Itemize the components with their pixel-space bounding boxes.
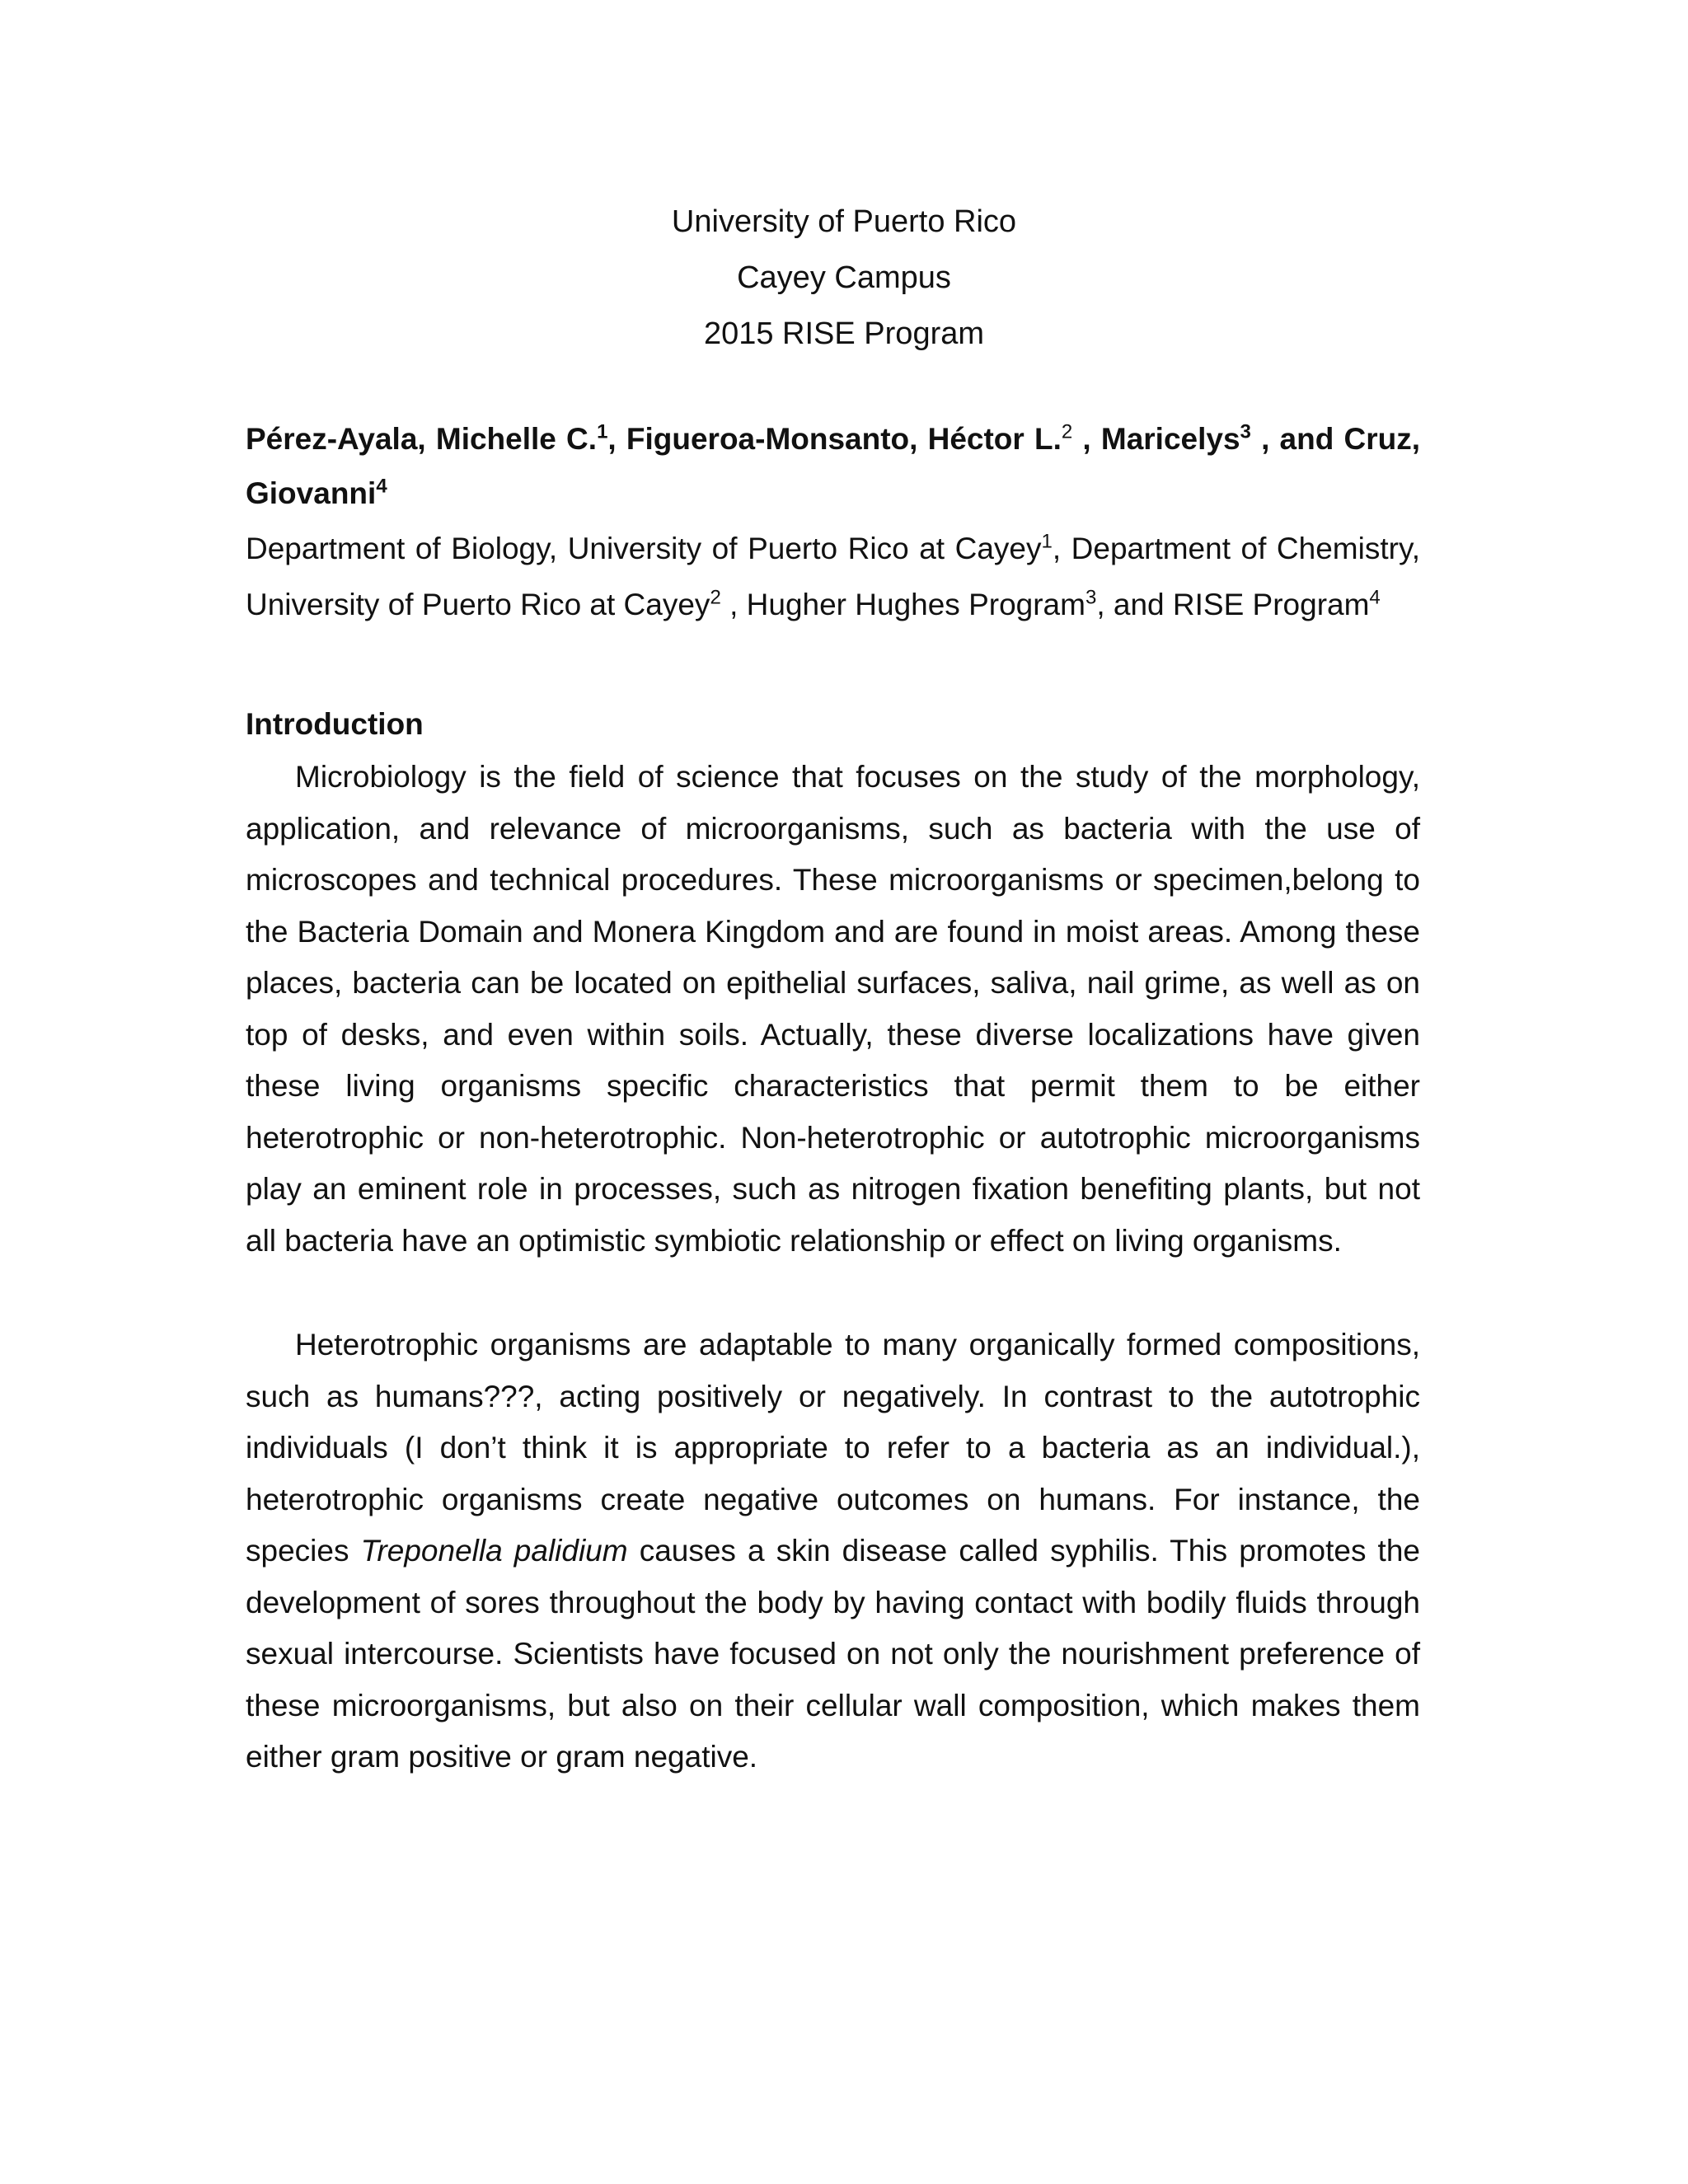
paragraph-text: Heterotrophic organisms are adaptable to many organically formed compositions, such as humans???, acting positively or negatively. In contrast to the autotrophic individuals (I don’t think it is appropriate to refer to a bacteria as an individual.), heterotrophic organisms create negative outcomes on humans. For instance, the species — [246, 1328, 1420, 1568]
university-name: University of Puerto Rico — [671, 204, 1017, 239]
affiliation-list: Department of Biology, University of Puerto Rico at Cayey$^1$, Department of Chemistry, University of Puerto Rico at Cayey$^2$ , Hugher Hughes Program$^3$, and RISE Program$^4$ — [246, 530, 1420, 621]
author-name: Pérez-Ayala, Michelle C. — [246, 422, 598, 456]
affiliation: RISE Program — [1172, 588, 1370, 621]
paragraph-text: causes a skin disease called syphilis. This promotes the development of sores throughout the body by having contact with bodily fluids through sexual intercourse. Scientists have focused on not only the nourishment preference of these microorganisms, but also on their cellular wall composition, which makes them either gram positive or gram negative. — [246, 1534, 1420, 1774]
intro-paragraph-2 — [246, 1319, 1420, 1783]
campus-name: Cayey Campus — [737, 260, 951, 295]
species-name: Treponella palidium — [360, 1534, 628, 1568]
conjunction: and — [1113, 588, 1165, 621]
affiliation: Hugher Hughes Program — [746, 588, 1085, 621]
author-name: Maricelys — [1100, 422, 1240, 456]
document-header — [0, 194, 1688, 362]
author-list: Pérez-Ayala, Michelle C.$^1$, Figueroa-Monsanto, Héctor L.$^2$ , Maricelys$^3$ , and Cruz, Giovanni$^4$ — [246, 420, 1421, 510]
affiliation-superscript: 4 — [1369, 586, 1381, 609]
author-superscript: 1 — [597, 420, 608, 443]
section-heading: Introduction — [246, 707, 424, 741]
affiliation-superscript: 2 — [710, 586, 721, 609]
intro-paragraph-1: Microbiology is the field of science that focuses on the study of the morphology, application, and relevance of microorganisms, such as bacteria with the use of microscopes and technical procedures. These microorganisms or specimen,belong to the Bacteria Domain and Monera Kingdom and are found in moist areas. Among these places, bacteria can be located on epithelial surfaces, saliva, nail grime, as well as on top of desks, and even within soils. Actually, these diverse localizations have given these living organisms specific characteristics that permit them to be either heterotrophic or non-heterotrophic. Non-heterotrophic or autotrophic microorganisms play an eminent role in processes, such as nitrogen fixation benefiting plants, but not all bacteria have an optimistic symbiotic relationship or effect on living organisms. — [246, 760, 1420, 1258]
affiliation: Department of Biology, University of Puerto Rico at Cayey — [246, 532, 1042, 565]
author-name: Figueroa-Monsanto, Héctor L. — [626, 422, 1062, 456]
author-superscript: 3 — [1240, 420, 1251, 443]
author-name: Cruz, Giovanni — [246, 422, 1421, 510]
program-name: 2015 RISE Program — [703, 316, 985, 351]
conjunction: and — [1279, 422, 1334, 456]
affiliation: Department of Chemistry, University of Puerto Rico at Cayey — [246, 532, 1420, 621]
affiliation-superscript: 3 — [1085, 586, 1097, 609]
document-body — [246, 412, 1420, 1783]
affiliation-superscript: 1 — [1041, 530, 1053, 553]
author-superscript: 4 — [376, 475, 387, 498]
author-superscript: 2 — [1061, 420, 1073, 443]
